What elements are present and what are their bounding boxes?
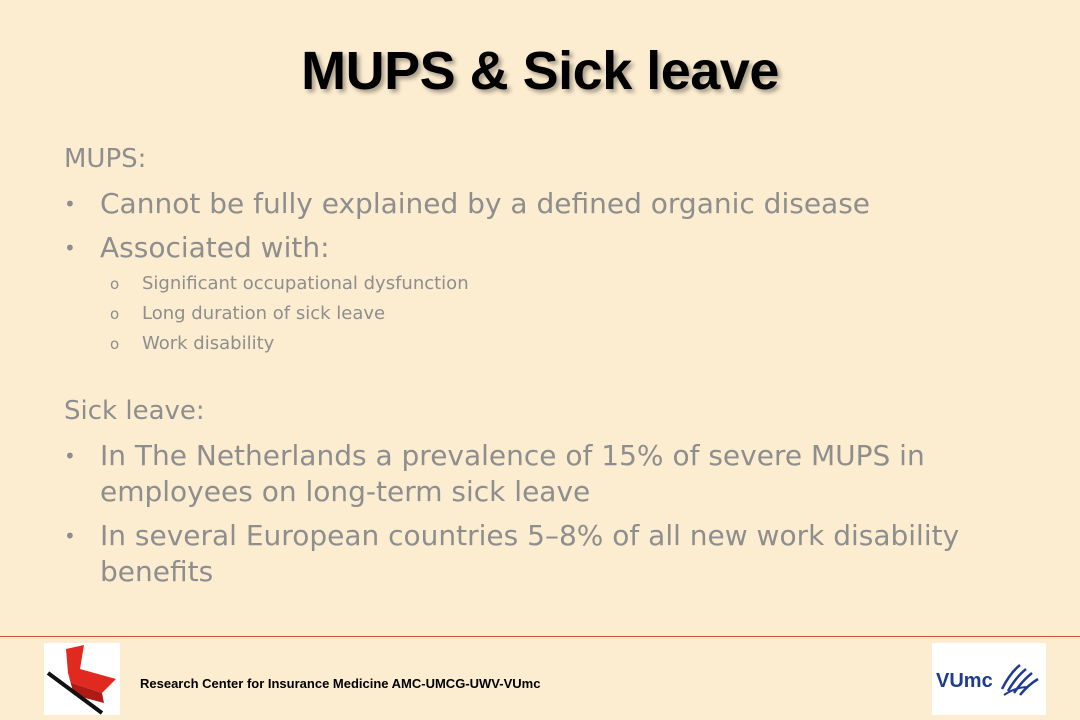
sub-bullet-item bbox=[64, 302, 1024, 326]
bullet-icon: • bbox=[64, 524, 76, 548]
section-heading-mups: MUPS: bbox=[64, 144, 147, 174]
bullet-item bbox=[64, 230, 1024, 266]
sub-bullet-icon: o bbox=[110, 275, 120, 293]
bullet-text: Associated with: bbox=[100, 231, 330, 264]
bullet-icon: • bbox=[64, 236, 76, 260]
sub-bullet-icon: o bbox=[110, 305, 120, 323]
vumc-logo-icon bbox=[932, 643, 1046, 715]
sub-bullet-text: Long duration of sick leave bbox=[142, 303, 386, 324]
bullet-icon: • bbox=[64, 444, 76, 468]
bullet-item bbox=[64, 518, 1024, 590]
footer-caption: Research Center for Insurance Medicine AMC-UMCG-UWV-VUmc bbox=[140, 676, 541, 691]
sub-bullet-text: Work disability bbox=[142, 333, 275, 354]
slide-body bbox=[64, 140, 1024, 590]
sub-bullet-item bbox=[64, 272, 1024, 296]
bullet-item bbox=[64, 186, 1024, 222]
section-heading-sick-leave: Sick leave: bbox=[64, 396, 205, 426]
slide-title: MUPS & Sick leave bbox=[301, 41, 779, 101]
sub-bullet-item bbox=[64, 332, 1024, 356]
bullet-icon: • bbox=[64, 192, 76, 216]
bullet-text: In The Netherlands a prevalence of 15% of severe MUPS in employees on long-term sick leave bbox=[100, 439, 925, 508]
footer-divider bbox=[0, 636, 1080, 637]
bullet-item bbox=[64, 438, 1024, 510]
sub-bullet-text: Significant occupational dysfunction bbox=[142, 273, 469, 294]
red-chevron-logo-icon bbox=[44, 643, 120, 715]
svg-text:VUmc: VUmc bbox=[936, 670, 993, 692]
bullet-text: Cannot be fully explained by a defined organic disease bbox=[100, 187, 871, 220]
bullet-text: In several European countries 5–8% of all new work disability benefits bbox=[100, 519, 960, 588]
sub-bullet-icon: o bbox=[110, 335, 120, 353]
